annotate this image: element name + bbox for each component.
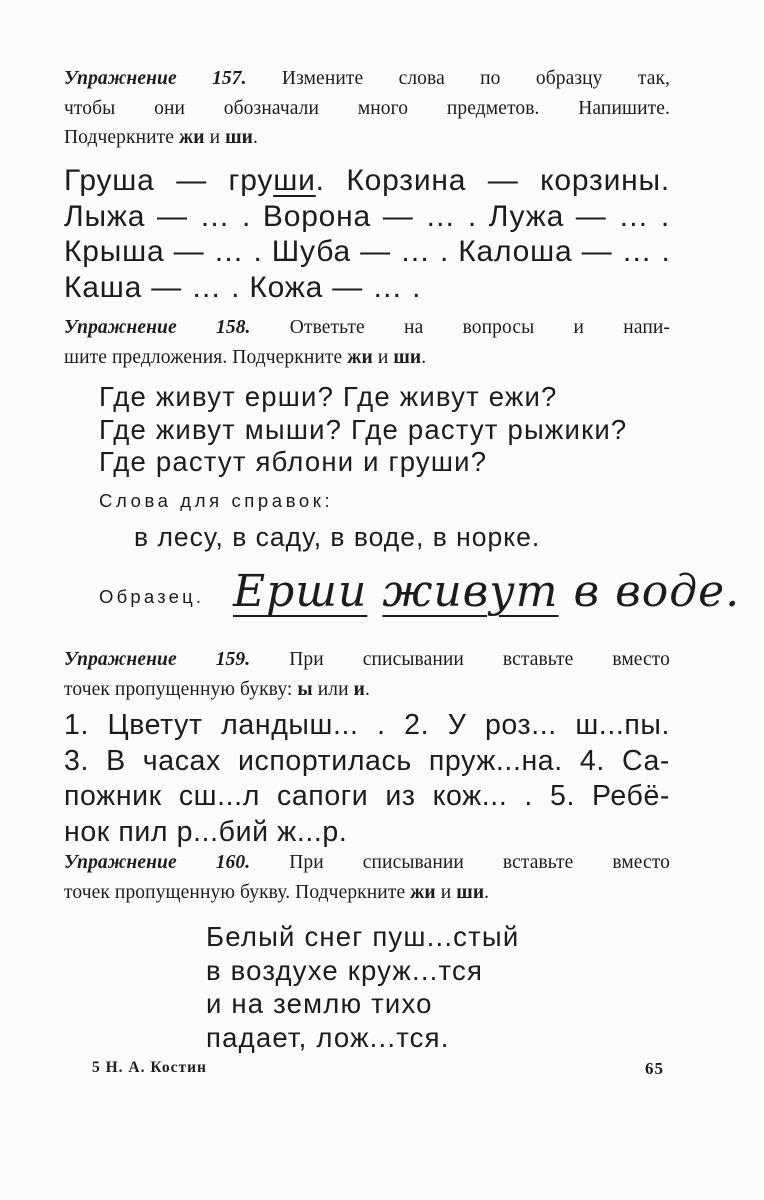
sentence-line-2: 3. В часах испортилась пруж...на. 4. Са- <box>64 744 670 777</box>
exercise-158-instructions <box>64 313 670 372</box>
exercise-159-line-2: точек пропущенную букву: ы или и. <box>64 678 370 700</box>
sentence-line-3: пожник сш...л сапоги из кож... . 5. Ребё- <box>64 780 670 812</box>
exercise-158-questions <box>99 381 659 479</box>
exercise-158-line-1: Упражнение 158. Ответьте на вопросы и напи- <box>64 317 671 338</box>
exercise-160-poem <box>206 920 606 1054</box>
exercise-160-instructions <box>64 848 670 907</box>
underlined-shi: ши <box>273 164 316 197</box>
exercise-157-line-1: Упражнение 157. Измените слова по образцу так, <box>64 68 670 89</box>
word-row-3: Крыша — … . Шуба — … . Калоша — … . <box>64 235 671 268</box>
reference-words-label: Слова для справок: <box>99 490 334 511</box>
reference-words: в лесу, в саду, в воде, в норке. <box>134 522 541 552</box>
exercise-157-instructions <box>64 64 670 153</box>
sentence-line-1: 1. Цветут ландыш... . 2. У роз... ш...пы. <box>64 709 670 741</box>
exercise-157-line-3: Подчеркните жи и ши. <box>64 127 258 148</box>
exercise-157-line-2: чтобы они обозначали много предметов. Напишите. <box>64 97 670 119</box>
exercise-159-line-1: Упражнение 159. При списывании вставьте вместо <box>64 649 670 670</box>
poem-line-1: Белый снег пуш...стый <box>206 921 520 952</box>
word-row-4: Каша — … . Кожа — … . <box>64 270 422 304</box>
exercise-160-title: Упражнение 160. <box>64 852 251 873</box>
exercise-157-title: Упражнение 157. <box>64 68 247 89</box>
exercise-158-line-2: шите предложения. Подчеркните жи и ши. <box>64 346 427 368</box>
poem-line-2: в воздухе круж...тся <box>206 954 484 986</box>
page-number: 65 <box>645 1059 664 1078</box>
question-line-3: Где растут яблони и груши? <box>99 446 488 477</box>
exercise-159-title: Упражнение 159. <box>64 649 251 670</box>
exercise-159-sentences <box>64 708 670 850</box>
exercise-157-word-pairs <box>64 163 670 305</box>
exercise-160-line-2: точек пропущенную букву. Подчеркните жи и ши. <box>64 881 490 903</box>
question-line-2: Где живут мыши? Где растут рыжики? <box>99 413 628 445</box>
sentence-line-4: нок пил р...бий ж...р. <box>64 815 348 848</box>
exercise-160-line-1: Упражнение 160. При списывании вставьте вместо <box>64 852 670 873</box>
word-row-2: Лыжа — … . Ворона — … . Лужа — … . <box>64 199 670 233</box>
exercise-159-instructions <box>64 645 670 704</box>
exercise-158-title: Упражнение 158. <box>64 317 251 338</box>
sample-label: Образец. <box>99 586 205 607</box>
poem-line-4: падает, лож...тся. <box>206 1021 450 1053</box>
word-row-1: Груша — груши. Корзина — корзины. <box>64 164 670 197</box>
sample <box>99 566 741 636</box>
handwritten-sample: Ерши живут в воде. <box>233 566 741 617</box>
poem-line-3: и на землю тихо <box>206 988 433 1019</box>
signature-mark: 5 Н. А. Костин <box>92 1059 207 1076</box>
question-line-1: Где живут ерши? Где живут ежи? <box>99 381 558 412</box>
